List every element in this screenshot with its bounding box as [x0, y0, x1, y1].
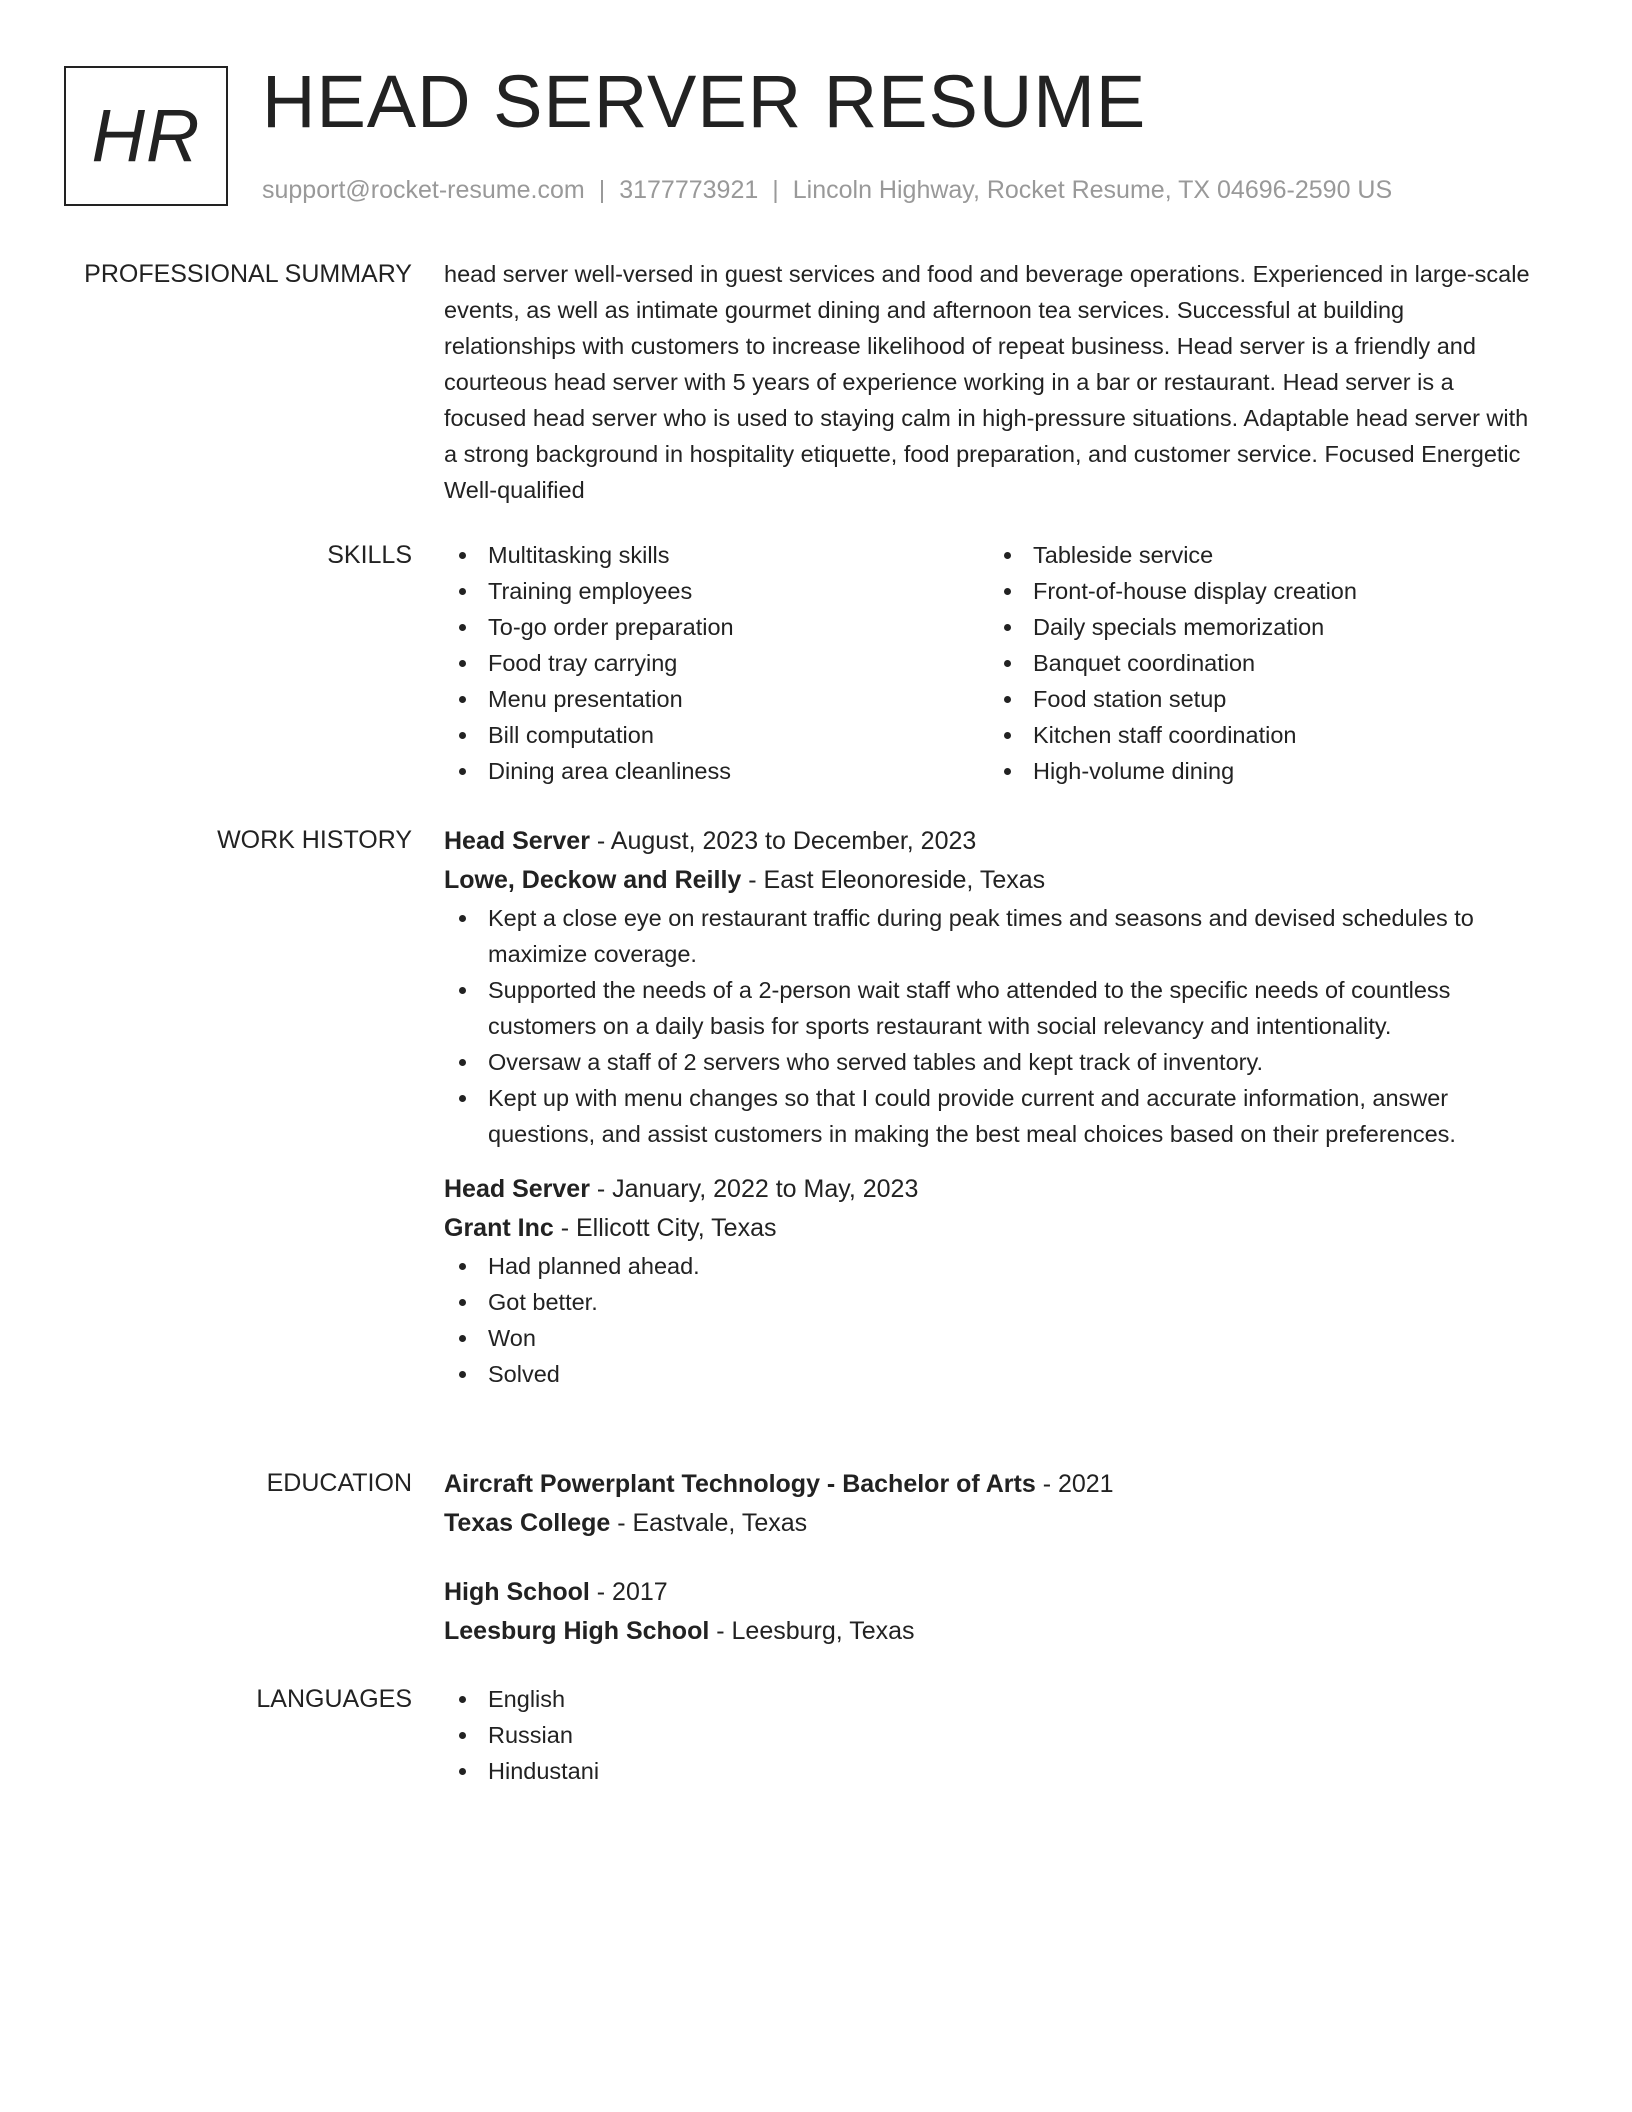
job-company-line [444, 861, 1540, 900]
skill-item: Front-of-house display creation [989, 573, 1540, 609]
languages-list [444, 1681, 1540, 1789]
education-degree-line [444, 1573, 1540, 1612]
summary-label: PROFESSIONAL SUMMARY [84, 260, 412, 288]
skill-item: Daily specials memorization [989, 609, 1540, 645]
summary-text: head server well-versed in guest services and food and beverage operations. Experienced in large-scale events, as well as intimate gourmet dining and afternoon tea services. Successful at building relationships with customers to increase likelihood of repeat business. Head server is a friendly and courteous head server with 5 years of experience working in a bar or restaurant. Head server is a focused head server who is used to staying calm in high-pressure situations. Adaptable head server with a strong background in hospitality etiquette, food preparation, and customer service. Focused Energetic Well-qualified [444, 261, 1530, 503]
job-duty: Kept up with menu changes so that I could provide current and accurate information, answer questions, and assist customers in making the best meal choices based on their preferences. [444, 1080, 1540, 1152]
skill-item: Dining area cleanliness [444, 753, 989, 789]
education-label: EDUCATION [266, 1469, 412, 1497]
work-history-body [444, 822, 1540, 1410]
skill-item: Food station setup [989, 681, 1540, 717]
monogram-box [64, 66, 228, 206]
contact-address: Lincoln Highway, Rocket Resume, TX 04696-2590 US [792, 176, 1393, 204]
work-history-label: WORK HISTORY [217, 826, 412, 854]
skill-item: Banquet coordination [989, 645, 1540, 681]
contact-email: support@rocket-resume.com [262, 176, 585, 204]
job-location: - East Eleonoreside, Texas [741, 866, 1046, 894]
education-degree: Aircraft Powerplant Technology - Bachelor of Arts [444, 1470, 1036, 1498]
job-duty: Solved [444, 1356, 1540, 1392]
skill-item: Food tray carrying [444, 645, 989, 681]
job-dates: - January, 2022 to May, 2023 [589, 1175, 919, 1203]
job-duty: Kept a close eye on restaurant traffic during peak times and seasons and devised schedules to maximize coverage. [444, 900, 1540, 972]
job-dates: - August, 2023 to December, 2023 [589, 827, 977, 855]
education-school: Leesburg High School [444, 1617, 710, 1645]
skills-list-right [989, 537, 1540, 789]
job-title: Head Server [444, 827, 590, 855]
skills-list-left [444, 537, 989, 789]
education-degree: High School [444, 1578, 590, 1606]
language-item: Russian [444, 1717, 1540, 1753]
languages-label: LANGUAGES [256, 1685, 412, 1713]
education-school-line [444, 1504, 1540, 1543]
monogram-initials: HR [91, 94, 201, 177]
contact-line [262, 174, 1392, 206]
skills-grid [444, 537, 1540, 789]
job-duties [444, 1248, 1540, 1392]
job-duty: Oversaw a staff of 2 servers who served tables and kept track of inventory. [444, 1044, 1540, 1080]
education-location: - Eastvale, Texas [610, 1509, 808, 1537]
skill-item: Tableside service [989, 537, 1540, 573]
skill-item: Menu presentation [444, 681, 989, 717]
skills-label: SKILLS [327, 541, 412, 569]
job-title: Head Server [444, 1175, 590, 1203]
job-title-line [444, 822, 1540, 861]
job-entry [444, 1170, 1540, 1392]
summary-body [444, 256, 1540, 508]
language-item: English [444, 1681, 1540, 1717]
education-location: - Leesburg, Texas [709, 1617, 915, 1645]
job-location: - Ellicott City, Texas [553, 1214, 777, 1242]
contact-separator: | [598, 176, 606, 204]
resume-title: HEAD SERVER RESUME [262, 60, 1147, 143]
job-company: Grant Inc [444, 1214, 554, 1242]
skill-item: Kitchen staff coordination [989, 717, 1540, 753]
education-school: Texas College [444, 1509, 611, 1537]
skill-item: High-volume dining [989, 753, 1540, 789]
skill-item: Training employees [444, 573, 989, 609]
job-company-line [444, 1209, 1540, 1248]
job-title-line [444, 1170, 1540, 1209]
languages-body [444, 1681, 1540, 1789]
job-duty: Won [444, 1320, 1540, 1356]
job-duty: Had planned ahead. [444, 1248, 1540, 1284]
language-item: Hindustani [444, 1753, 1540, 1789]
job-duties [444, 900, 1540, 1152]
education-degree-line [444, 1465, 1540, 1504]
job-company: Lowe, Deckow and Reilly [444, 866, 742, 894]
education-year: - 2017 [589, 1578, 668, 1606]
education-year: - 2021 [1035, 1470, 1114, 1498]
education-entry [444, 1465, 1540, 1543]
job-entry [444, 822, 1540, 1152]
skill-item: Multitasking skills [444, 537, 989, 573]
job-duty: Got better. [444, 1284, 1540, 1320]
contact-phone: 3177773921 [619, 176, 759, 204]
job-duty: Supported the needs of a 2-person wait staff who attended to the specific needs of countless customers on a daily basis for sports restaurant with social relevancy and intentionality. [444, 972, 1540, 1044]
education-entry [444, 1573, 1540, 1651]
education-school-line [444, 1612, 1540, 1651]
skill-item: To-go order preparation [444, 609, 989, 645]
skill-item: Bill computation [444, 717, 989, 753]
education-body [444, 1465, 1540, 1681]
contact-separator: | [772, 176, 779, 204]
